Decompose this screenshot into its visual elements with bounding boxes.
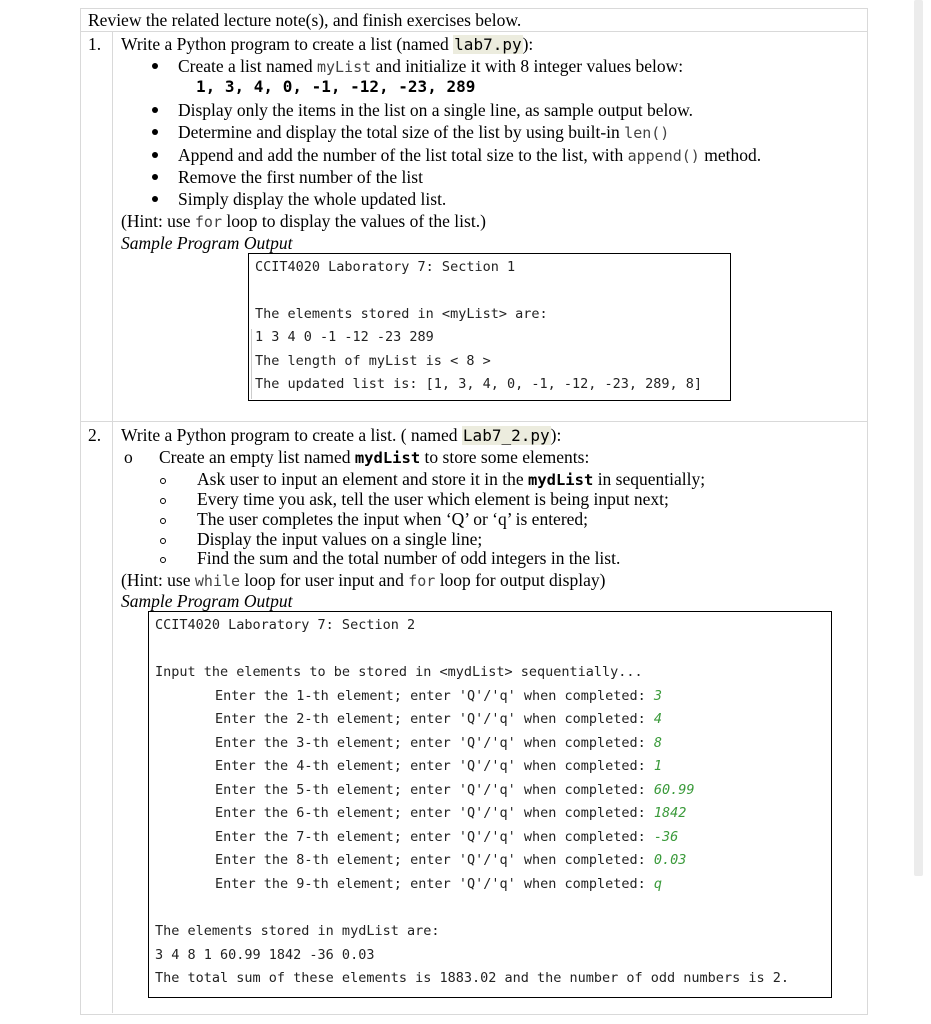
- bullet-icon: [152, 107, 158, 113]
- q1-number: 1.: [88, 34, 102, 54]
- q1-bullet-2: [178, 100, 693, 121]
- q1-values-line: 1, 3, 4, 0, -1, -12, -23, 289: [196, 77, 476, 96]
- q2-number: 2.: [88, 425, 102, 445]
- circle-bullet-icon: [160, 557, 166, 563]
- q2-item-2: [197, 489, 669, 510]
- q1-bullet-3-code: len(): [624, 124, 670, 142]
- q2-sub-code: mydList: [354, 449, 421, 467]
- q1-output-line-3: The elements stored in <myList> are:: [255, 306, 548, 322]
- q1-bullet-1-text: Create a list named: [178, 56, 317, 76]
- entry-prompt: Enter the 8-th element; enter 'Q'/'q' when completed:: [215, 852, 654, 868]
- q1-output-line-5: The length of myList is < 8 >: [255, 353, 491, 369]
- entry-prompt: Enter the 7-th element; enter 'Q'/'q' when completed:: [215, 829, 654, 845]
- q2-sub-end: to store some elements:: [420, 447, 590, 467]
- bullet-icon: [152, 196, 158, 202]
- entry-value: 0.03: [653, 852, 687, 868]
- q1-bullet-1-code: myList: [316, 58, 372, 76]
- q2-entry-9: [215, 876, 662, 892]
- entry-prompt: Enter the 1-th element; enter 'Q'/'q' when completed:: [215, 688, 654, 704]
- entry-value: 4: [653, 711, 663, 727]
- q2-hint-code-2: for: [408, 572, 436, 590]
- q2-title-text: Write a Python program to create a list. ( named: [121, 425, 462, 445]
- q1-sample-label: Sample Program Output: [121, 233, 293, 253]
- q1-hint-end: loop to display the values of the list.): [221, 211, 486, 231]
- bullet-icon: [152, 152, 158, 158]
- q1-title-end: ):: [522, 34, 534, 54]
- q1-output-divider: [251, 329, 252, 399]
- q2-result-line-3: The total sum of these elements is 1883.02 and the number of odd numbers is 2.: [155, 970, 789, 986]
- q2-entry-7: [215, 829, 678, 845]
- q1-bullet-2-text: Display only the items in the list on a single line, as sample output below.: [178, 100, 694, 120]
- q1-hint-code: for: [194, 213, 222, 231]
- q2-sub-marker: o: [124, 447, 133, 467]
- q1-output-line-6: The updated list is: [1, 3, 4, 0, -1, -12, -23, 289, 8]: [255, 376, 703, 392]
- q1-output-line-4: 1 3 4 0 -1 -12 -23 289: [255, 329, 434, 345]
- q2-title-end: ):: [550, 425, 562, 445]
- entry-prompt: Enter the 4-th element; enter 'Q'/'q' when completed:: [215, 758, 654, 774]
- q2-entry-5: [215, 782, 695, 798]
- q2-entry-1: [215, 688, 662, 704]
- q2-output-prompt: Input the elements to be stored in <mydList> sequentially...: [155, 664, 643, 680]
- q2-hint-mid: loop for user input and: [240, 570, 409, 590]
- q2-item-5-text: Find the sum and the total number of odd integers in the list.: [197, 548, 621, 568]
- q1-bullet-4-code: append(): [627, 147, 700, 165]
- q2-entry-6: [215, 805, 686, 821]
- q1-hint-text: (Hint: use: [121, 211, 195, 231]
- circle-bullet-icon: [160, 498, 166, 504]
- entry-prompt: Enter the 3-th element; enter 'Q'/'q' when completed:: [215, 735, 654, 751]
- q2-entry-3: [215, 735, 662, 751]
- entry-value: 1842: [653, 805, 687, 821]
- q1-output-line-1: CCIT4020 Laboratory 7: Section 1: [255, 259, 516, 275]
- q1-bullet-1: [178, 56, 683, 77]
- bullet-icon: [152, 129, 158, 135]
- q1-bullet-4: [178, 145, 761, 166]
- circle-bullet-icon: [160, 538, 166, 544]
- entry-prompt: Enter the 5-th element; enter 'Q'/'q' when completed:: [215, 782, 654, 798]
- q1-bullet-3-text: Determine and display the total size of the list by using built-in: [178, 122, 625, 142]
- q1-bullet-4-text: Append and add the number of the list total size to the list, with: [178, 145, 628, 165]
- q1-bullet-4-end: method.: [699, 145, 762, 165]
- q2-item-3: [197, 509, 588, 530]
- q2-item-1-text: Ask user to input an element and store it in the: [197, 469, 528, 489]
- q1-filename: lab7.py: [454, 35, 522, 54]
- q2-item-1: [197, 469, 705, 490]
- q2-item-4-text: Display the input values on a single line;: [197, 529, 483, 549]
- q2-hint: [121, 570, 605, 591]
- q1-bullet-6-text: Simply display the whole updated list.: [178, 189, 447, 209]
- q1-bullet-1-end: and initialize it with 8 integer values below:: [371, 56, 684, 76]
- bullet-icon: [152, 63, 158, 69]
- entry-value: 8: [653, 735, 663, 751]
- row-divider-intro: [80, 31, 867, 32]
- q2-item-5: [197, 548, 620, 569]
- q2-entry-4: [215, 758, 662, 774]
- q2-entry-2: [215, 711, 662, 727]
- q2-title: [121, 425, 561, 446]
- q2-hint-text: (Hint: use: [121, 570, 195, 590]
- q1-bullet-3: [178, 122, 669, 143]
- q2-result-line-2: 3 4 8 1 60.99 1842 -36 0.03: [155, 947, 375, 963]
- entry-value: 60.99: [653, 782, 695, 798]
- q1-bullet-5: [178, 167, 423, 188]
- intro-text: Review the related lecture note(s), and finish exercises below.: [88, 10, 522, 30]
- q2-hint-end: loop for output display): [435, 570, 606, 590]
- entry-value: -36: [653, 829, 679, 845]
- q2-filename: Lab7_2.py: [462, 426, 550, 445]
- q1-hint: [121, 211, 486, 232]
- q2-entry-8: [215, 852, 686, 868]
- entry-value: q: [653, 876, 663, 892]
- q1-title: [121, 34, 533, 55]
- q1-title-text: Write a Python program to create a list (named: [121, 34, 454, 54]
- q2-item-3-text: The user completes the input when ‘Q’ or ‘q’ is entered;: [197, 509, 589, 529]
- row-divider-q2: [80, 421, 867, 422]
- entry-value: 3: [653, 688, 663, 704]
- entry-prompt: Enter the 2-th element; enter 'Q'/'q' when completed:: [215, 711, 654, 727]
- entry-value: 1: [653, 758, 663, 774]
- q1-bullet-6: [178, 189, 446, 210]
- q2-item-1-code: mydList: [527, 471, 594, 489]
- entry-prompt: Enter the 9-th element; enter 'Q'/'q' when completed:: [215, 876, 654, 892]
- entry-prompt: Enter the 6-th element; enter 'Q'/'q' when completed:: [215, 805, 654, 821]
- circle-bullet-icon: [160, 518, 166, 524]
- q2-sub-heading: [159, 447, 589, 468]
- q1-bullet-5-text: Remove the first number of the list: [178, 167, 423, 187]
- q2-sub-text: Create an empty list named: [159, 447, 355, 467]
- circle-bullet-icon: [160, 478, 166, 484]
- q2-result-line-1: The elements stored in mydList are:: [155, 923, 440, 939]
- q2-item-4: [197, 529, 482, 550]
- q2-hint-code-1: while: [194, 572, 241, 590]
- q2-item-1-end: in sequentially;: [593, 469, 706, 489]
- scrollbar[interactable]: [914, 0, 923, 876]
- q2-output-header: CCIT4020 Laboratory 7: Section 2: [155, 617, 416, 633]
- q2-sample-label: Sample Program Output: [121, 591, 293, 611]
- q2-item-2-text: Every time you ask, tell the user which element is being input next;: [197, 489, 669, 509]
- bullet-icon: [152, 174, 158, 180]
- column-divider: [112, 31, 113, 1013]
